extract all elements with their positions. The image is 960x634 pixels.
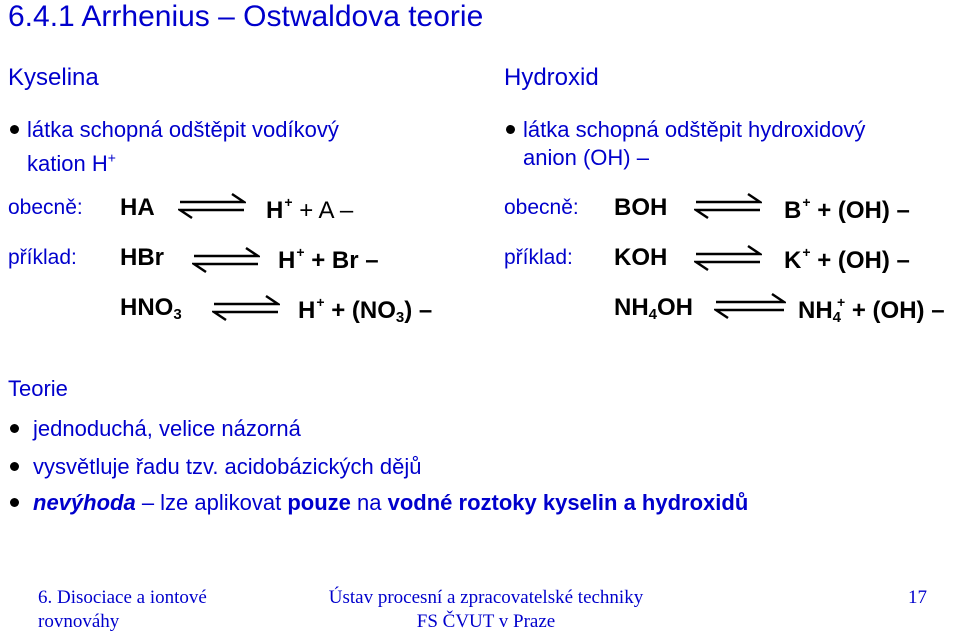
hydroxide-general-rest: + (OH) – — [810, 197, 910, 224]
acid-ex2-left — [120, 294, 182, 323]
acid-ex1-sup: + — [296, 244, 305, 260]
footer-center-line2: FS ČVUT v Praze — [416, 611, 556, 632]
hydroxide-ex2-right-sub: 4 — [832, 309, 842, 326]
footer-left-line1: 6. Disociace a iontové — [38, 587, 207, 608]
hydroxide-ex1-right — [784, 244, 910, 275]
equilibrium-arrow-icon — [694, 242, 762, 272]
hydroxide-ex1-left: KOH — [614, 244, 668, 271]
theory-bullet-1 — [10, 416, 301, 442]
acid-definition — [10, 116, 339, 178]
page-title: 6.4.1 Arrhenius – Ostwaldova teorie — [8, 0, 484, 33]
hydroxide-ex2-nh: NH — [614, 294, 649, 321]
hydroxide-ex2-left-sub: 4 — [648, 306, 658, 323]
hydroxide-ex2-sup: + — [837, 294, 846, 310]
acid-ex2-sub: 3 — [173, 306, 182, 323]
page-number: 17 — [908, 587, 927, 608]
acid-ex1-right — [278, 244, 379, 275]
equilibrium-arrow-icon — [714, 290, 786, 320]
hydroxide-ex2-rest: + (OH) – — [845, 297, 945, 324]
acid-general-label: obecně: — [8, 196, 83, 219]
acid-example-label: příklad: — [8, 246, 77, 269]
hydroxide-general-label: obecně: — [504, 196, 579, 219]
acid-ex2-mid: + (NO — [324, 297, 396, 324]
bullet-dot — [10, 125, 19, 134]
acid-definition-sup: + — [107, 150, 116, 166]
bullet-dot — [10, 498, 19, 507]
acid-ex1-rest: + Br – — [304, 247, 379, 274]
acid-ex2-h: H — [298, 297, 316, 324]
theory-bullet-2 — [10, 454, 421, 480]
hydroxide-ex1-rest: + (OH) – — [810, 247, 910, 274]
acid-ex1-left: HBr — [120, 244, 165, 271]
theory-bullet-3-mid: na — [350, 490, 388, 515]
acid-definition-line1: látka schopná odštěpit vodíkový — [27, 117, 339, 142]
theory-bullet-3-bold1: pouze — [287, 490, 351, 515]
hydroxide-general-b: B — [784, 197, 802, 224]
hydroxide-ex2-oh: OH — [657, 294, 694, 321]
acid-definition-line2-text: kation H — [27, 151, 108, 177]
acid-ex2-right — [298, 294, 432, 326]
footer-center-line1: Ústav procesní a zpracovatelské techniky — [328, 587, 644, 608]
hydroxide-example-label: příklad: — [504, 246, 573, 269]
footer-center — [326, 586, 646, 634]
acid-ex2-end: ) – — [404, 297, 433, 324]
hydroxide-ex2-right-nh: NH — [798, 297, 833, 324]
hydroxide-ex2-left — [614, 294, 693, 323]
hydroxide-heading: Hydroxid — [504, 64, 599, 91]
bullet-dot — [506, 125, 515, 134]
hydroxide-general-right — [784, 194, 910, 225]
theory-bullet-3-bold2: vodné roztoky kyselin a hydroxidů — [387, 490, 749, 515]
acid-ex1-h: H — [278, 247, 296, 274]
bullet-dot — [10, 424, 19, 433]
theory-bullet-2-text: vysvětluje řadu tzv. acidobázických dějů — [33, 454, 422, 479]
footer-left — [38, 586, 207, 634]
theory-bullet-3 — [10, 490, 748, 516]
hydroxide-general-sup: + — [802, 194, 811, 210]
acid-definition-line2 — [27, 151, 116, 176]
acid-general-sup: + — [284, 194, 293, 210]
hydroxide-definition — [506, 116, 865, 172]
hydroxide-ex1-k: K — [784, 247, 802, 274]
equilibrium-arrow-icon — [694, 190, 762, 220]
acid-general-rest: + A – — [292, 197, 354, 224]
footer-left-line2: rovnováhy — [38, 611, 120, 632]
acid-ex2-subscript: 3 — [395, 309, 405, 326]
equilibrium-arrow-icon — [192, 244, 260, 274]
hydroxide-definition-line2: anion (OH) – — [523, 145, 649, 170]
theory-bullet-3-text: – lze aplikovat — [135, 490, 288, 515]
theory-heading: Teorie — [8, 376, 68, 401]
acid-ex2-base: HNO — [120, 294, 174, 321]
hydroxide-general-left: BOH — [614, 194, 668, 221]
acid-general-h: H — [266, 197, 284, 224]
equilibrium-arrow-icon — [212, 292, 280, 322]
theory-bullet-1-text: jednoduchá, velice názorná — [33, 416, 301, 441]
acid-heading: Kyselina — [8, 64, 99, 91]
hydroxide-definition-line1: látka schopná odštěpit hydroxidový — [523, 117, 866, 142]
theory-disadvantage: nevýhoda — [33, 490, 136, 515]
acid-general-left: HA — [120, 194, 155, 221]
hydroxide-ex2-right — [798, 294, 945, 326]
equilibrium-arrow-icon — [178, 190, 246, 220]
bullet-dot — [10, 462, 19, 471]
acid-ex2-sup: + — [316, 294, 325, 310]
hydroxide-ex1-sup: + — [802, 244, 811, 260]
acid-general-right — [266, 194, 353, 225]
